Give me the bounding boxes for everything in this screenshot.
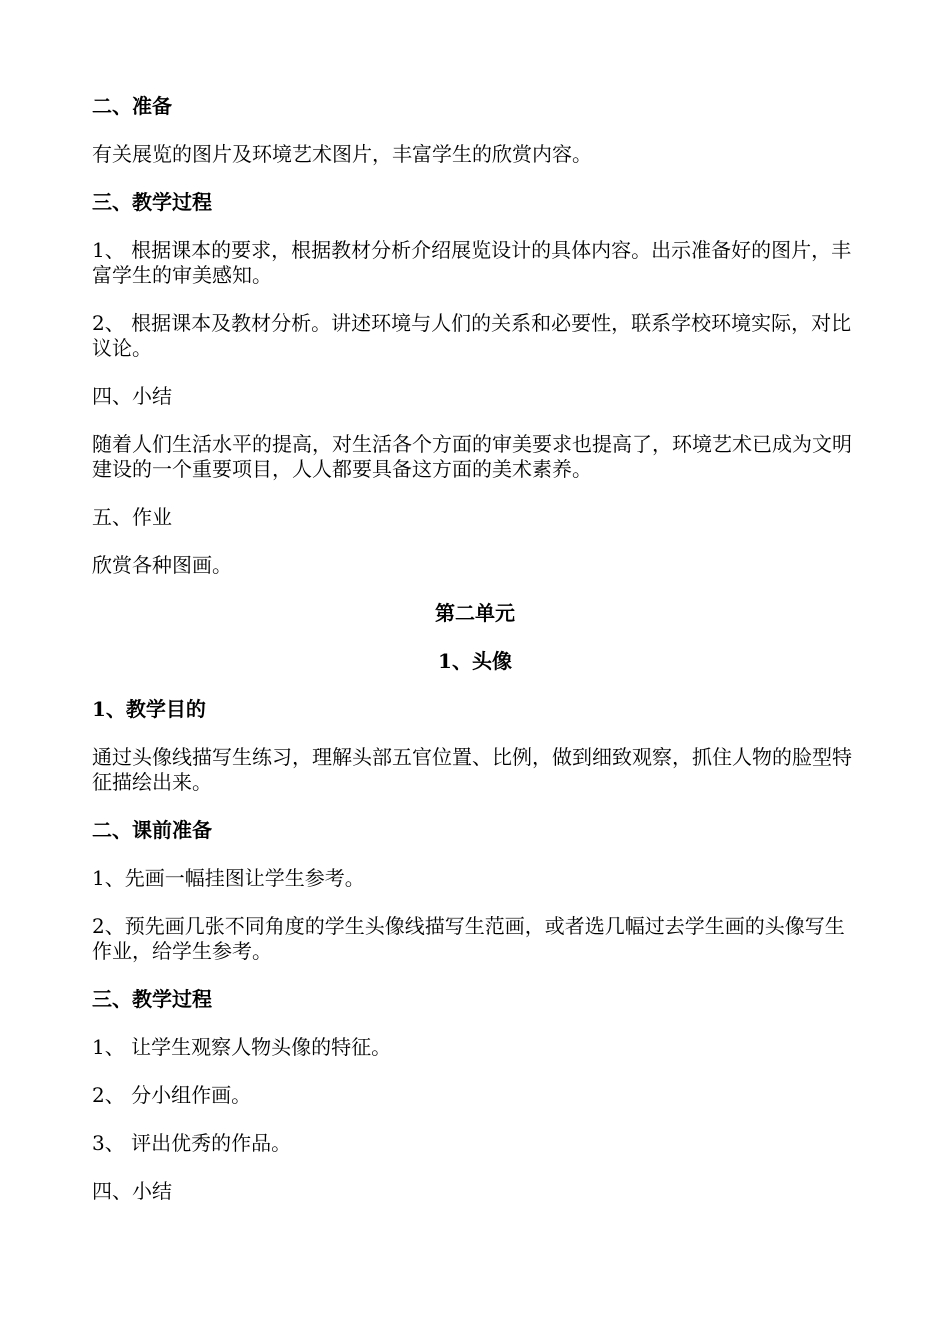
heading-summary-2: 四、小结 bbox=[92, 1179, 172, 1203]
heading-teaching-process-2: 三、教学过程 bbox=[92, 987, 212, 1011]
heading-preparation: 二、准备 bbox=[92, 94, 172, 118]
heading-summary: 四、小结 bbox=[92, 384, 172, 408]
paragraph-summary-content: 随着人们生活水平的提高，对生活各个方面的审美要求也提高了，环境艺术已成为文明建设的一个重要项目，人人都要具备这方面的美术素养。 bbox=[92, 432, 852, 481]
paragraph-pre-class-item-1: 1、先画一幅挂图让学生参考。 bbox=[92, 866, 365, 890]
heading-homework: 五、作业 bbox=[92, 505, 172, 529]
paragraph-process-step-2: 2、 根据课本及教材分析。讲述环境与人们的关系和必要性，联系学校环境实际，对比议论。 bbox=[92, 311, 852, 360]
paragraph-process2-step-1: 1、 让学生观察人物头像的特征。 bbox=[92, 1035, 392, 1059]
paragraph-pre-class-item-2: 2、预先画几张不同角度的学生头像线描写生范画，或者选几幅过去学生画的头像写生作业，给学生参考。 bbox=[92, 914, 845, 963]
paragraph-process-step-1: 1、 根据课本的要求，根据教材分析介绍展览设计的具体内容。出示准备好的图片，丰富学生的审美感知。 bbox=[92, 238, 852, 287]
paragraph-teaching-goal-content: 通过头像线描写生练习，理解头部五官位置、比例，做到细致观察，抓住人物的脸型特征描绘出来。 bbox=[92, 745, 852, 794]
lesson-title: 1、头像 bbox=[438, 649, 512, 673]
heading-teaching-process: 三、教学过程 bbox=[92, 190, 212, 214]
paragraph-process2-step-2: 2、 分小组作画。 bbox=[92, 1083, 252, 1107]
heading-pre-class-preparation: 二、课前准备 bbox=[92, 818, 212, 842]
paragraph-process2-step-3: 3、 评出优秀的作品。 bbox=[92, 1131, 292, 1155]
paragraph-preparation-content: 有关展览的图片及环境艺术图片，丰富学生的欣赏内容。 bbox=[92, 142, 592, 166]
paragraph-homework-content: 欣赏各种图画。 bbox=[92, 553, 232, 577]
heading-teaching-goal: 1、教学目的 bbox=[92, 697, 206, 721]
unit-title: 第二单元 bbox=[435, 601, 515, 625]
